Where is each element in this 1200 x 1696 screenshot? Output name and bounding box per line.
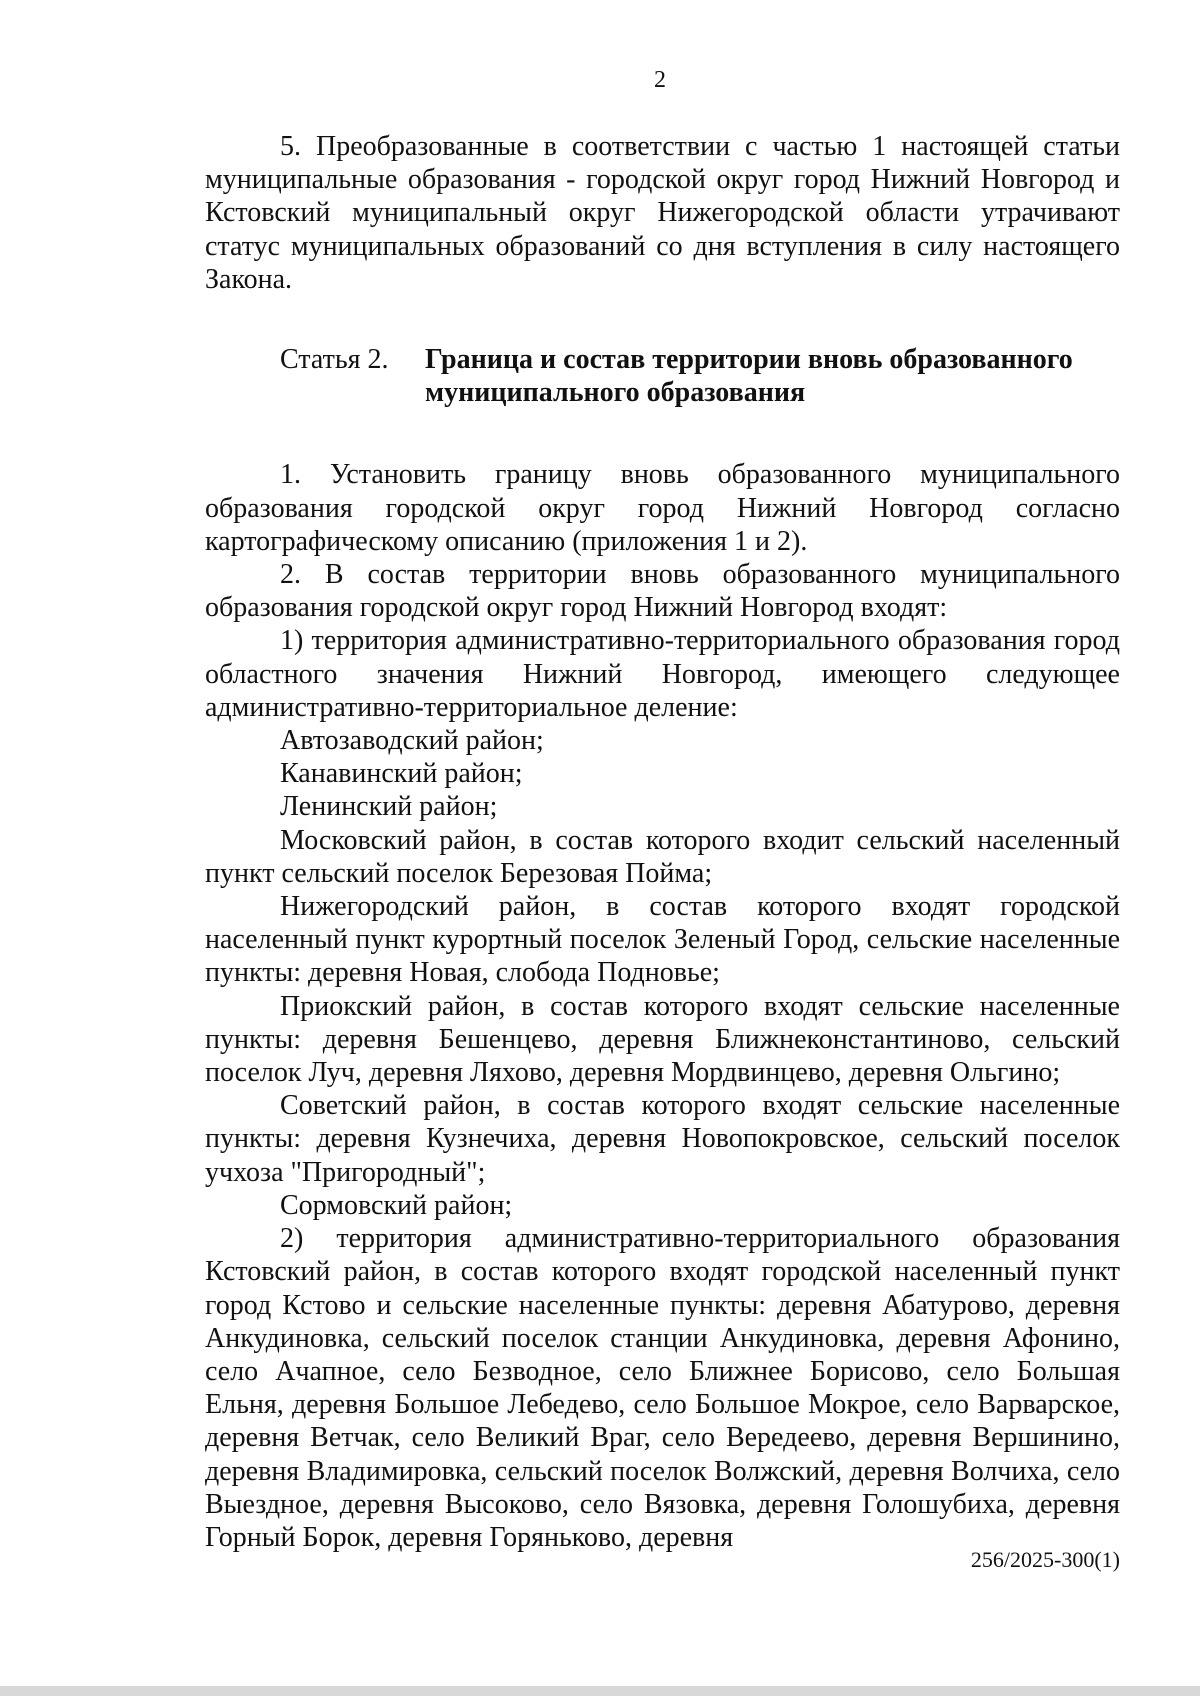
article-label: Статья 2.	[280, 344, 389, 376]
paragraph: 1) территория административно-территориального образования город областного значения Нижний Новгород, имеющего следующее административно-территориальное деление:	[205, 625, 1120, 723]
paragraph: 2) территория административно-территориального образования Кстовский район, в состав которого входят городской населенный пункт город Кстово и сельские населенные пункты: деревня Абатурово, деревня Анкудиновка, сельский поселок станции Анкудиновка, деревня Афонино, село Ачапное, село Безводное, село Ближнее Борисово, село Большая Ельня, деревня Большое Лебедево, село Большое Мокрое, село Варварское, деревня Ветчак, село Великий Враг, село Вередеево, деревня Вершинино, деревня Владимировка, сельский поселок Волжский, деревня Волчиха, село Выездное, деревня Высоково, село Вязовка, деревня Голошубиха, деревня Горный Борок, деревня Горяньково, деревня	[205, 1223, 1120, 1553]
document-code: 256/2025-300(1)	[970, 1547, 1120, 1572]
district-item: Сормовский район;	[280, 1189, 513, 1221]
district-item: Московский район, в состав которого входит сельский населенный пункт сельский поселок Березовая Пойма;	[205, 824, 1120, 889]
district-item: Ленинский район;	[280, 791, 498, 823]
paragraph: 1. Установить границу вновь образованного муниципального образования городской округ город Нижний Новгород согласно картографическому описанию (приложения 1 и 2).	[205, 459, 1120, 557]
district-item: Автозаводский район;	[280, 725, 544, 757]
scan-edge	[0, 1686, 1200, 1696]
document-body	[205, 130, 1120, 1554]
page-number: 2	[654, 67, 666, 93]
district-item: Нижегородский район, в состав которого входят городской населенный пункт курортный поселок Зеленый Город, сельские населенные пункты: деревня Новая, слобода Подновье;	[205, 891, 1120, 989]
article-heading	[205, 343, 1120, 409]
district-item: Приокский район, в состав которого входят сельские населенные пункты: деревня Бешенцево, деревня Ближнеконстантиново, сельский поселок Луч, деревня Ляхово, деревня Мордвинцево, деревня Ольгино;	[205, 990, 1120, 1089]
paragraph-item-5: 5. Преобразованные в соответствии с частью 1 настоящей статьи муниципальные образования - городской округ город Нижний Новгород и Кстовский муниципальный округ Нижегородской области утрачивают статус муниципальных образований со дня вступления в силу настоящего Закона.	[205, 131, 1120, 295]
district-item: Канавинский район;	[280, 758, 523, 790]
paragraph: 2. В состав территории вновь образованного муниципального образования городской округ город Нижний Новгород входят:	[205, 559, 1120, 624]
article-title: Граница и состав территории вновь образованного муниципального образования	[425, 344, 1073, 409]
district-item: Советский район, в состав которого входят сельские населенные пункты: деревня Кузнечиха, деревня Новопокровское, сельский поселок учхоза "Пригородный";	[205, 1090, 1120, 1188]
